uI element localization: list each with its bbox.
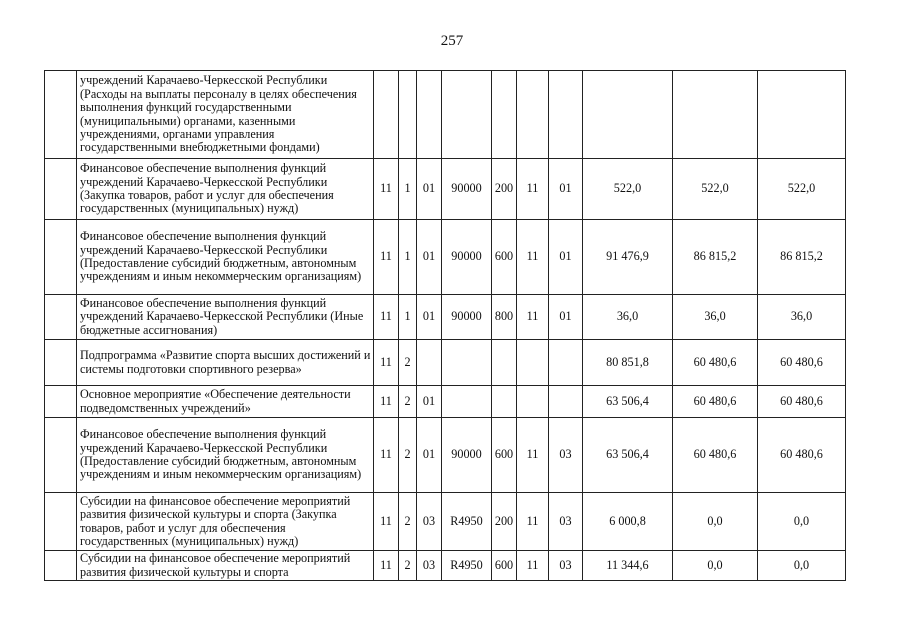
table-row bbox=[45, 340, 846, 386]
code-3: 01 bbox=[417, 220, 442, 295]
code-3: 03 bbox=[417, 493, 442, 551]
amount-2: 60 480,6 bbox=[673, 386, 758, 418]
row-index-cell bbox=[45, 493, 77, 551]
row-index-cell bbox=[45, 340, 77, 386]
amount-1: 63 506,4 bbox=[583, 386, 673, 418]
page-number: 257 bbox=[440, 33, 464, 49]
code-1: 11 bbox=[374, 340, 399, 386]
row-index-cell bbox=[45, 386, 77, 418]
amount-2 bbox=[673, 71, 758, 159]
code-4 bbox=[442, 71, 492, 159]
code-4: R4950 bbox=[442, 551, 492, 581]
amount-2: 36,0 bbox=[673, 295, 758, 340]
amount-3: 36,0 bbox=[758, 295, 846, 340]
budget-table bbox=[44, 70, 846, 581]
code-3 bbox=[417, 340, 442, 386]
amount-3: 0,0 bbox=[758, 493, 846, 551]
code-1: 11 bbox=[374, 159, 399, 220]
code-1: 11 bbox=[374, 418, 399, 493]
code-3: 01 bbox=[417, 159, 442, 220]
row-index-cell bbox=[45, 71, 77, 159]
code-3: 01 bbox=[417, 386, 442, 418]
amount-3 bbox=[758, 71, 846, 159]
code-7 bbox=[549, 340, 583, 386]
code-5: 600 bbox=[492, 220, 517, 295]
amount-3: 60 480,6 bbox=[758, 418, 846, 493]
table-row bbox=[45, 386, 846, 418]
table-row bbox=[45, 551, 846, 581]
code-2: 2 bbox=[399, 418, 417, 493]
amount-2: 522,0 bbox=[673, 159, 758, 220]
row-index-cell bbox=[45, 220, 77, 295]
amount-3: 60 480,6 bbox=[758, 340, 846, 386]
row-name: Основное мероприятие «Обеспечение деятельности подведомственных учреждений» bbox=[77, 386, 374, 418]
row-name: учреждений Карачаево-Черкесской Республики (Расходы на выплаты персоналу в целях обеспечения выполнения функций государственными (муниципальными) органами, казенными учреждениями, органами управления государственными внебюджетными фондами) bbox=[77, 71, 374, 159]
table-row bbox=[45, 493, 846, 551]
table-row bbox=[45, 159, 846, 220]
amount-2: 0,0 bbox=[673, 493, 758, 551]
code-7 bbox=[549, 71, 583, 159]
code-4: 90000 bbox=[442, 220, 492, 295]
amount-3: 60 480,6 bbox=[758, 386, 846, 418]
code-5 bbox=[492, 71, 517, 159]
code-5: 800 bbox=[492, 295, 517, 340]
row-index-cell bbox=[45, 418, 77, 493]
code-7: 01 bbox=[549, 220, 583, 295]
table-row bbox=[45, 295, 846, 340]
amount-1: 11 344,6 bbox=[583, 551, 673, 581]
row-name: Субсидии на финансовое обеспечение мероприятий развития физической культуры и спорта (Закупка товаров, работ и услуг для обеспечения государственных (муниципальных) нужд) bbox=[77, 493, 374, 551]
amount-2: 60 480,6 bbox=[673, 418, 758, 493]
code-1: 11 bbox=[374, 386, 399, 418]
code-5: 600 bbox=[492, 418, 517, 493]
amount-3: 522,0 bbox=[758, 159, 846, 220]
amount-1: 91 476,9 bbox=[583, 220, 673, 295]
amount-1: 63 506,4 bbox=[583, 418, 673, 493]
code-3 bbox=[417, 71, 442, 159]
code-5: 200 bbox=[492, 493, 517, 551]
code-6 bbox=[517, 71, 549, 159]
table-row bbox=[45, 418, 846, 493]
amount-1 bbox=[583, 71, 673, 159]
code-1 bbox=[374, 71, 399, 159]
code-7: 01 bbox=[549, 295, 583, 340]
row-index-cell bbox=[45, 159, 77, 220]
code-2: 2 bbox=[399, 340, 417, 386]
budget-table-body bbox=[45, 71, 846, 581]
amount-1: 80 851,8 bbox=[583, 340, 673, 386]
row-index-cell bbox=[45, 295, 77, 340]
amount-2: 0,0 bbox=[673, 551, 758, 581]
code-4: R4950 bbox=[442, 493, 492, 551]
row-name: Финансовое обеспечение выполнения функций учреждений Карачаево-Черкесской Республики (Предоставление субсидий бюджетным, автономным учреждениям и иным некоммерческим организациям) bbox=[77, 220, 374, 295]
amount-1: 6 000,8 bbox=[583, 493, 673, 551]
code-4: 90000 bbox=[442, 418, 492, 493]
code-1: 11 bbox=[374, 220, 399, 295]
row-name: Субсидии на финансовое обеспечение мероприятий развития физической культуры и спорта bbox=[77, 551, 374, 581]
code-5 bbox=[492, 386, 517, 418]
amount-2: 86 815,2 bbox=[673, 220, 758, 295]
code-1: 11 bbox=[374, 551, 399, 581]
amount-2: 60 480,6 bbox=[673, 340, 758, 386]
code-7: 03 bbox=[549, 493, 583, 551]
code-1: 11 bbox=[374, 493, 399, 551]
code-6: 11 bbox=[517, 159, 549, 220]
code-6: 11 bbox=[517, 493, 549, 551]
code-2: 2 bbox=[399, 551, 417, 581]
code-6: 11 bbox=[517, 551, 549, 581]
code-5: 600 bbox=[492, 551, 517, 581]
code-3: 01 bbox=[417, 295, 442, 340]
code-6: 11 bbox=[517, 418, 549, 493]
code-6: 11 bbox=[517, 295, 549, 340]
code-5 bbox=[492, 340, 517, 386]
code-4 bbox=[442, 340, 492, 386]
code-2: 2 bbox=[399, 386, 417, 418]
code-7: 01 bbox=[549, 159, 583, 220]
amount-3: 0,0 bbox=[758, 551, 846, 581]
code-4 bbox=[442, 386, 492, 418]
row-name: Финансовое обеспечение выполнения функций учреждений Карачаево-Черкесской Республики (Иные бюджетные ассигнования) bbox=[77, 295, 374, 340]
row-name: Финансовое обеспечение выполнения функций учреждений Карачаево-Черкесской Республики (Предоставление субсидий бюджетным, автономным учреждениям и иным некоммерческим организациям) bbox=[77, 418, 374, 493]
code-2: 1 bbox=[399, 159, 417, 220]
code-2: 2 bbox=[399, 493, 417, 551]
code-6 bbox=[517, 386, 549, 418]
amount-1: 522,0 bbox=[583, 159, 673, 220]
row-index-cell bbox=[45, 551, 77, 581]
amount-1: 36,0 bbox=[583, 295, 673, 340]
code-2: 1 bbox=[399, 220, 417, 295]
code-6 bbox=[517, 340, 549, 386]
code-2: 1 bbox=[399, 295, 417, 340]
code-7: 03 bbox=[549, 551, 583, 581]
code-3: 01 bbox=[417, 418, 442, 493]
code-3: 03 bbox=[417, 551, 442, 581]
code-7: 03 bbox=[549, 418, 583, 493]
row-name: Подпрограмма «Развитие спорта высших достижений и системы подготовки спортивного резерва» bbox=[77, 340, 374, 386]
code-4: 90000 bbox=[442, 295, 492, 340]
code-4: 90000 bbox=[442, 159, 492, 220]
table-row bbox=[45, 220, 846, 295]
code-7 bbox=[549, 386, 583, 418]
amount-3: 86 815,2 bbox=[758, 220, 846, 295]
code-5: 200 bbox=[492, 159, 517, 220]
code-6: 11 bbox=[517, 220, 549, 295]
row-name: Финансовое обеспечение выполнения функций учреждений Карачаево-Черкесской Республики (Закупка товаров, работ и услуг для обеспечения государственных (муниципальных) нужд) bbox=[77, 159, 374, 220]
code-1: 11 bbox=[374, 295, 399, 340]
code-2 bbox=[399, 71, 417, 159]
table-row bbox=[45, 71, 846, 159]
